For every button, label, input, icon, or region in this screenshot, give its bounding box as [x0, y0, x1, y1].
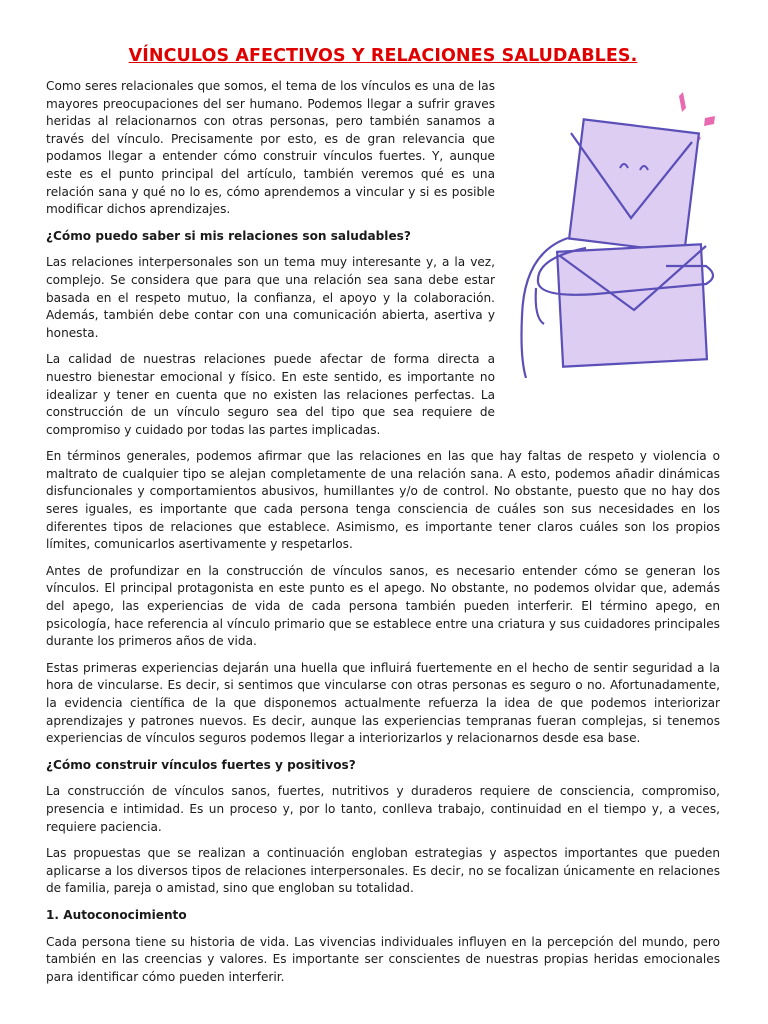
section-question-1: ¿Cómo puedo saber si mis relaciones son saludables?: [46, 228, 411, 243]
paragraph-unhealthy-relations: En términos generales, podemos afirmar que las relaciones en las que hay faltas de respeto y violencia o maltrato de cualquier tipo se alejan completamente de una relación sana. A esto, podemos añadir dinámicas disfuncionales y comportamientos abusivos, humillantes y/o de control. No obstante, puesto que no hay dos seres iguales, es importante que cada persona tenga consciencia de cuáles son sus necesidades en los diferentes tipos de relaciones que establece. Asimismo, es importante tener claros cuáles son los propios límites, comunicarlos asertivamente y respetarlos.: [46, 449, 720, 552]
paragraph-proposals: Las propuestas que se realizan a continuación engloban estrategias y aspectos importantes que pueden aplicarse a los diversos tipos de relaciones interpersonales. Es decir, no se focalizan únicamente en relaciones de familia, pareja o amistad, sino que engloban su totalidad.: [46, 846, 720, 896]
page-title: VÍNCULOS AFECTIVOS Y RELACIONES SALUDABLES.: [128, 46, 638, 66]
hugging-envelopes-icon: [516, 88, 720, 378]
paragraph-relation-quality: La calidad de nuestras relaciones puede afectar de forma directa a nuestro bienestar emocional y físico. En este sentido, es importante no idealizar y tener en cuenta que no existen las relaciones perfectas. La construcción de un vínculo seguro sea del tipo que sea requiere de compromiso y cuidado por todas las partes implicadas.: [46, 352, 495, 437]
section-heading-self-knowledge: 1. Autoconocimiento: [46, 907, 187, 922]
paragraph-building-bonds: La construcción de vínculos sanos, fuertes, nutritivos y duraderos requiere de consciencia, compromiso, presencia e intimidad. Es un proceso y, por lo tanto, conlleva trabajo, continuidad en el tiempo y, a veces, requiere paciencia.: [46, 784, 720, 834]
paragraph-attachment: Antes de profundizar en la construcción de vínculos sanos, es necesario entender cómo se generan los vínculos. El principal protagonista en este punto es el apego. No obstante, no podemos olvidar que, además del apego, las experiencias de vida de cada persona también pueden interferir. El término apego, en psicología, hace referencia al vínculo primario que se establece entre una criatura y sus cuidadores principales durante los primeros años de vida.: [46, 563, 720, 649]
intro-paragraph: Como seres relacionales que somos, el tema de los vínculos es una de las mayores preocupaciones del ser humano. Podemos llegar a sufrir graves heridas al relacionarnos con otras personas, pero también sanamos a través del vínculo. Precisamente por esto, es de gran relevancia que podamos llegar a entender cómo construir vínculos fuertes. Y, aunque este es el punto principal del artículo, también veremos qué es una relación sana y qué no lo es, cómo aprendemos a vincular y si es posible modificar dichos aprendizajes.: [46, 79, 495, 217]
section-question-2: ¿Cómo construir vínculos fuertes y positivos?: [46, 757, 356, 772]
paragraph-early-experiences: Estas primeras experiencias dejarán una huella que influirá fuertemente en el hecho de sentir seguridad a la hora de vincularse. Es decir, si sentimos que vincularse con otras personas es seguro o no. Afortunadamente, la evidencia científica de la que disponemos actualmente refuerza la idea de que podemos interiorizar aprendizajes y patrones nuevos. Es decir, aunque las experiencias tempranas fueran complejas, si tenemos experiencias de vínculos seguros podemos llegar a interiorizarlos y relacionarnos desde esa base.: [46, 660, 720, 746]
paragraph-healthy-relations: Las relaciones interpersonales son un tema muy interesante y, a la vez, complejo. Se considera que para que una relación sea sana debe estar basada en el respeto mutuo, la confianza, el apoyo y la colaboración. Además, también debe contar con una comunicación abierta, asertiva y honesta.: [46, 255, 495, 340]
paragraph-self-knowledge: Cada persona tiene su historia de vida. Las vivencias individuales influyen en la percepción del mundo, pero también en las creencias y valores. Es importante ser conscientes de nuestras propias heridas emocionales para identificar cómo pueden interferir.: [46, 934, 720, 984]
document-page: [46, 46, 720, 995]
